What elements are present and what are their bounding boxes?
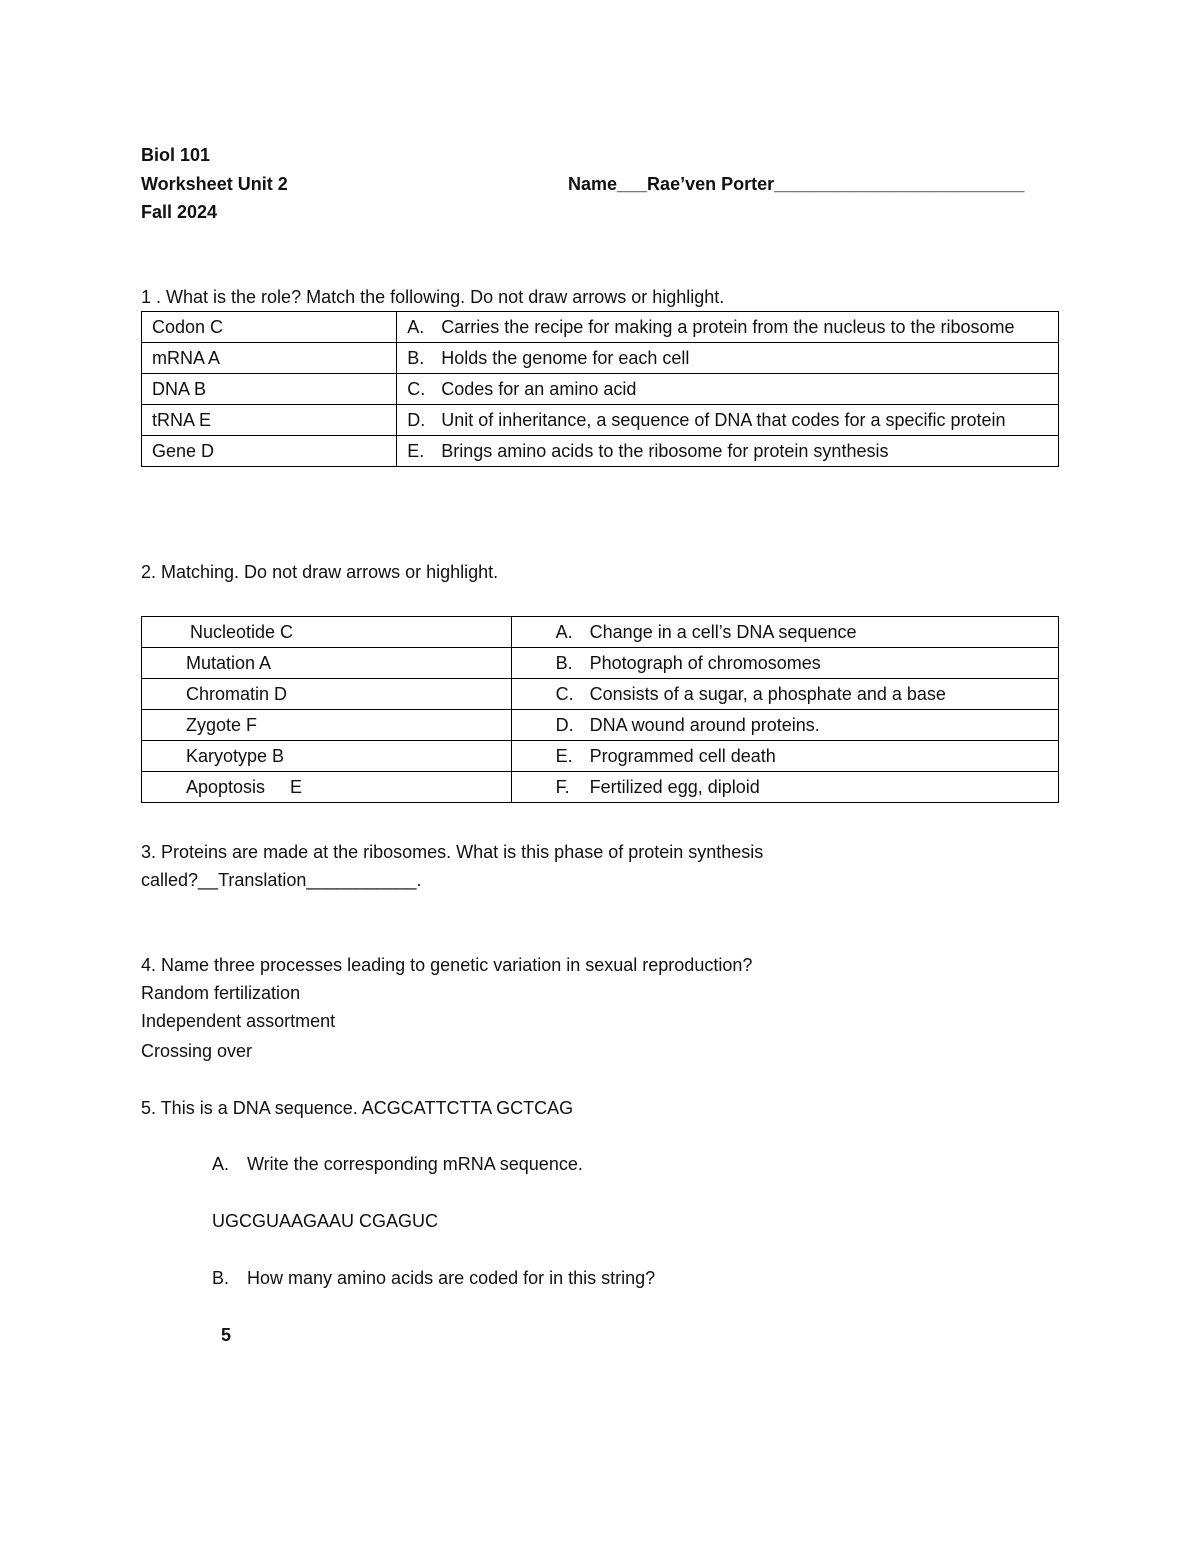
definition-cell: E. Programmed cell death bbox=[511, 741, 1058, 772]
table-row bbox=[142, 436, 1059, 467]
definition-cell: A. Carries the recipe for making a protein from the nucleus to the ribosome bbox=[397, 312, 1059, 343]
definition-cell: C. Consists of a sugar, a phosphate and a base bbox=[511, 679, 1058, 710]
table-row bbox=[142, 679, 1059, 710]
q5-prompt: 5. This is a DNA sequence. ACGCATTCTTA GCTCAG bbox=[141, 1098, 574, 1118]
term-cell: Gene D bbox=[142, 436, 397, 467]
definition-cell: F. Fertilized egg, diploid bbox=[511, 772, 1058, 803]
q2-match-table bbox=[141, 616, 1059, 803]
term-cell: Codon C bbox=[142, 312, 397, 343]
definition-cell: D. Unit of inheritance, a sequence of DNA that codes for a specific protein bbox=[397, 405, 1059, 436]
table-row bbox=[142, 374, 1059, 405]
definition-cell: D. DNA wound around proteins. bbox=[511, 710, 1058, 741]
course-title: Biol 101 bbox=[141, 145, 211, 165]
table-row bbox=[142, 312, 1059, 343]
term-label: Fall 2024 bbox=[141, 202, 218, 222]
q3-prompt: 3. Proteins are made at the ribosomes. What is this phase of protein synthesis bbox=[141, 842, 764, 862]
definition-cell: B. Photograph of chromosomes bbox=[511, 648, 1058, 679]
term-cell: Karyotype B bbox=[142, 741, 512, 772]
q4-answer-2: Independent assortment bbox=[141, 1011, 336, 1031]
definition-cell: C. Codes for an amino acid bbox=[397, 374, 1059, 405]
term-cell: tRNA E bbox=[142, 405, 397, 436]
table-row bbox=[142, 617, 1059, 648]
table-row bbox=[142, 648, 1059, 679]
definition-cell: A. Change in a cell’s DNA sequence bbox=[511, 617, 1058, 648]
term-cell: Apoptosis E bbox=[142, 772, 512, 803]
q5b-question: How many amino acids are coded for in this string? bbox=[247, 1268, 656, 1288]
q2-prompt: 2. Matching. Do not draw arrows or highlight. bbox=[141, 562, 499, 582]
worksheet-title: Worksheet Unit 2 bbox=[141, 174, 288, 194]
term-cell: Nucleotide C bbox=[142, 617, 512, 648]
q1-prompt: 1 . What is the role? Match the following. Do not draw arrows or highlight. bbox=[141, 287, 725, 307]
definition-cell: B. Holds the genome for each cell bbox=[397, 343, 1059, 374]
q5b-answer: 5 bbox=[221, 1325, 232, 1345]
table-row bbox=[142, 741, 1059, 772]
table-row bbox=[142, 405, 1059, 436]
table-row bbox=[142, 710, 1059, 741]
table-row bbox=[142, 343, 1059, 374]
q5b-label: B. bbox=[212, 1268, 230, 1288]
q5a-question: Write the corresponding mRNA sequence. bbox=[247, 1154, 583, 1174]
q1-match-table bbox=[141, 311, 1059, 467]
q3-answer: called?__Translation___________. bbox=[141, 870, 422, 890]
q4-answer-1: Random fertilization bbox=[141, 983, 301, 1003]
term-cell: Zygote F bbox=[142, 710, 512, 741]
q4-answer-3: Crossing over bbox=[141, 1041, 253, 1061]
q5a-answer: UGCGUAAGAAU CGAGUC bbox=[212, 1211, 439, 1231]
term-cell: mRNA A bbox=[142, 343, 397, 374]
student-name: Name___Rae’ven Porter_________________________ bbox=[568, 174, 1025, 194]
term-cell: DNA B bbox=[142, 374, 397, 405]
term-cell: Mutation A bbox=[142, 648, 512, 679]
q5a-label: A. bbox=[212, 1154, 230, 1174]
q4-prompt: 4. Name three processes leading to genetic variation in sexual reproduction? bbox=[141, 955, 753, 975]
table-row bbox=[142, 772, 1059, 803]
definition-cell: E. Brings amino acids to the ribosome for protein synthesis bbox=[397, 436, 1059, 467]
term-cell: Chromatin D bbox=[142, 679, 512, 710]
